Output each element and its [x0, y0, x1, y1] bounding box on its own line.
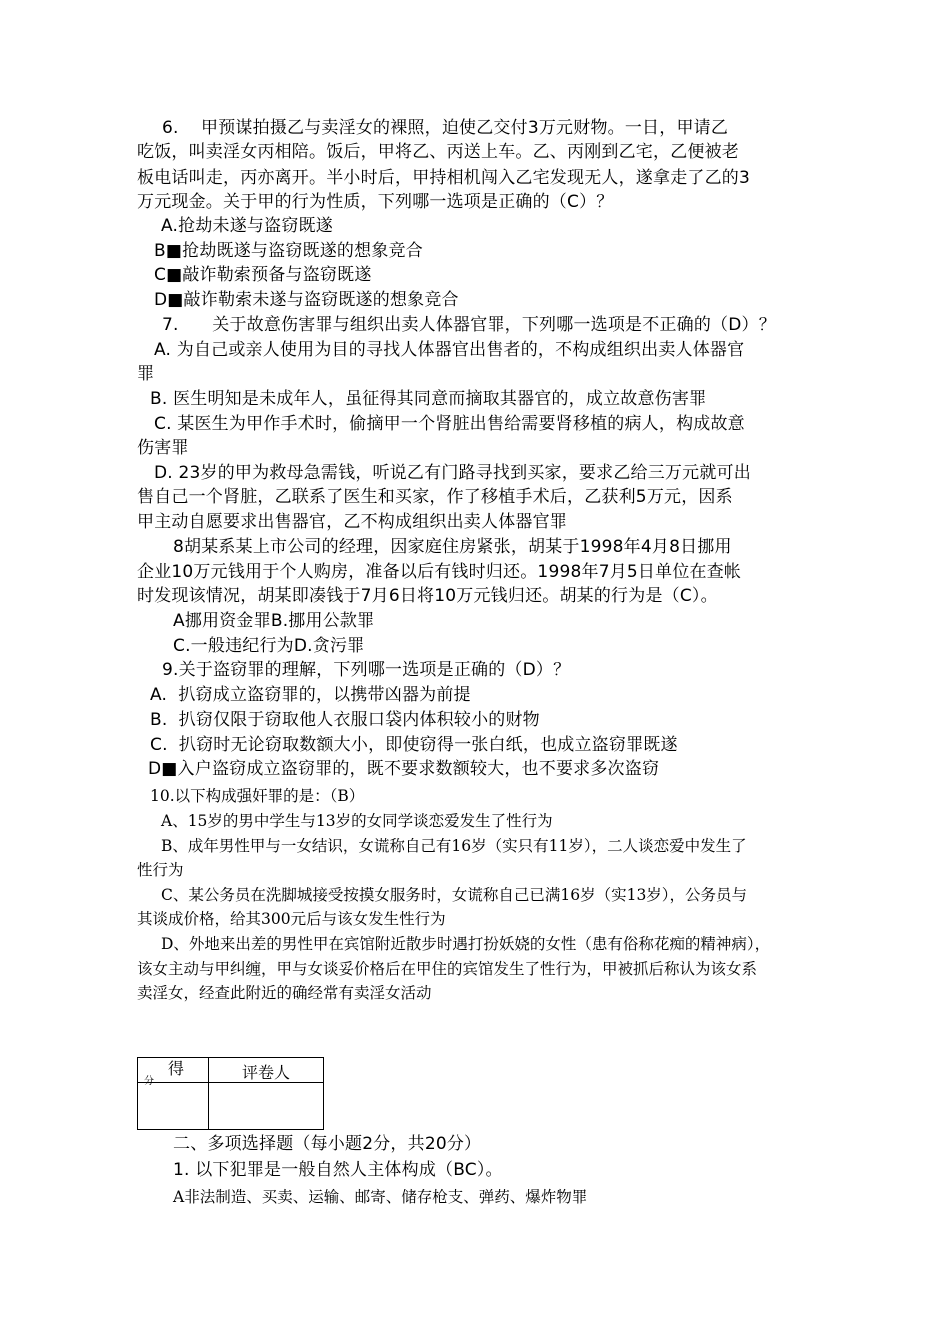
section2-q1-option-a: A非法制造、买卖、运输、邮寄、储存枪支、弹药、爆炸物罪	[173, 1188, 588, 1206]
score-table-rule	[138, 1082, 323, 1083]
score-table	[137, 1057, 324, 1130]
q8-options-cd: C.一般违纪行为D.贪污罪	[173, 636, 365, 656]
q6-line-3: 板电话叫走，丙亦离开。半小时后，甲持相机闯入乙宅发现无人，遂拿走了乙的3	[137, 168, 751, 188]
q8-options-ab: A挪用资金罪B.挪用公款罪	[173, 611, 375, 631]
q10-option-d-line-3: 卖淫女，经查此附近的确经常有卖淫女活动	[137, 984, 432, 1002]
q6-line-1: 6. 甲预谋拍摄乙与卖淫女的裸照，迫使乙交付3万元财物。一日，甲请乙	[162, 118, 729, 138]
score-header-clipped: 分	[144, 1076, 154, 1087]
q7-line-9: 甲主动自愿要求出售器官，乙不构成组织出卖人体器官罪	[137, 512, 567, 532]
q10-option-d-line-2: 该女主动与甲纠缠，甲与女谈妥价格后在甲住的宾馆发生了性行为，甲被抓后称认为该女系	[137, 960, 758, 978]
q10-option-b-line-2: 性行为	[137, 861, 184, 879]
q6-option-a: A.抢劫未遂与盗窃既遂	[161, 216, 333, 236]
q7-line-3: 罪	[137, 364, 155, 384]
q10-line-1: 10.以下构成强奸罪的是：（B）	[150, 787, 365, 805]
score-header: 得	[168, 1059, 185, 1078]
q7-line-6: 伤害罪	[137, 438, 189, 458]
q8-line-1: 8胡某系某上市公司的经理，因家庭住房紧张，胡某于1998年4月8日挪用	[173, 537, 732, 557]
q7-line-2: A. 为自己或亲人使用为目的寻找人体器官出售者的，不构成组织出卖人体器官	[154, 340, 745, 360]
q9-line-1: 9.关于盗窃罪的理解，下列哪一选项是正确的（D）？	[162, 660, 571, 680]
q9-option-b: B. 扒窃仅限于窃取他人衣服口袋内体积较小的财物	[150, 710, 540, 730]
q6-option-b: B■抢劫既遂与盗窃既遂的想象竞合	[154, 241, 423, 261]
q7-line-5: C. 某医生为甲作手术时，偷摘甲一个肾脏出售给需要肾移植的病人，构成故意	[154, 414, 745, 434]
q9-option-c: C. 扒窃时无论窃取数额大小，即使窃得一张白纸，也成立盗窃罪既遂	[150, 735, 678, 755]
q6-line-4: 万元现金。关于甲的行为性质，下列哪一选项是正确的（C）？	[137, 192, 614, 212]
section2-q1: 1. 以下犯罪是一般自然人主体构成（BC）。	[173, 1160, 503, 1180]
q10-option-d-line-1: D、外地来出差的男性甲在宾馆附近散步时遇打扮妖娆的女性（患有俗称花痴的精神病），	[161, 935, 771, 953]
score-table-divider	[208, 1058, 209, 1129]
q10-option-b-line-1: B、成年男性甲与一女结识，女谎称自己有16岁（实只有11岁），二人谈恋爱中发生了	[161, 837, 747, 855]
q6-option-c: C■敲诈勒索预备与盗窃既遂	[154, 265, 372, 285]
q8-line-3: 时发现该情况，胡某即凑钱于7月6日将10万元钱归还。胡某的行为是（C）。	[137, 586, 718, 606]
q6-option-d: D■敲诈勒索未遂与盗窃既遂的想象竞合	[154, 290, 459, 310]
q10-option-a: A、15岁的男中学生与13岁的女同学谈恋爱发生了性行为	[161, 812, 553, 830]
q10-option-c-line-2: 其谈成价格，给其300元后与该女发生性行为	[137, 910, 446, 928]
q7-line-7: D. 23岁的甲为救母急需钱，听说乙有门路寻找到买家，要求乙给三万元就可出	[154, 463, 751, 483]
q7-line-4: B. 医生明知是未成年人，虽征得其同意而摘取其器官的，成立故意伤害罪	[150, 389, 707, 409]
q7-line-1: 7. 关于故意伤害罪与组织出卖人体器官罪，下列哪一选项是不正确的（D）？	[162, 315, 776, 335]
section2-title: 二、多项选择题（每小题2分，共20分）	[173, 1134, 482, 1154]
q9-option-a: A. 扒窃成立盗窃罪的，以携带凶器为前提	[150, 685, 471, 705]
q7-line-8: 售自己一个肾脏，乙联系了医生和买家，作了移植手术后，乙获利5万元，因系	[137, 487, 733, 507]
q8-line-2: 企业10万元钱用于个人购房，准备以后有钱时归还。1998年7月5日单位在查帐	[137, 562, 742, 582]
q10-option-c-line-1: C、某公务员在洗脚城接受按摸女服务时，女谎称自己已满16岁（实13岁），公务员与	[161, 886, 748, 904]
grader-header: 评卷人	[242, 1063, 291, 1082]
q6-line-2: 吃饭，叫卖淫女丙相陪。饭后，甲将乙、丙送上车。乙、丙刚到乙宅，乙便被老	[137, 142, 739, 162]
q9-option-d: D■入户盗窃成立盗窃罪的，既不要求数额较大，也不要求多次盗窃	[148, 759, 660, 779]
